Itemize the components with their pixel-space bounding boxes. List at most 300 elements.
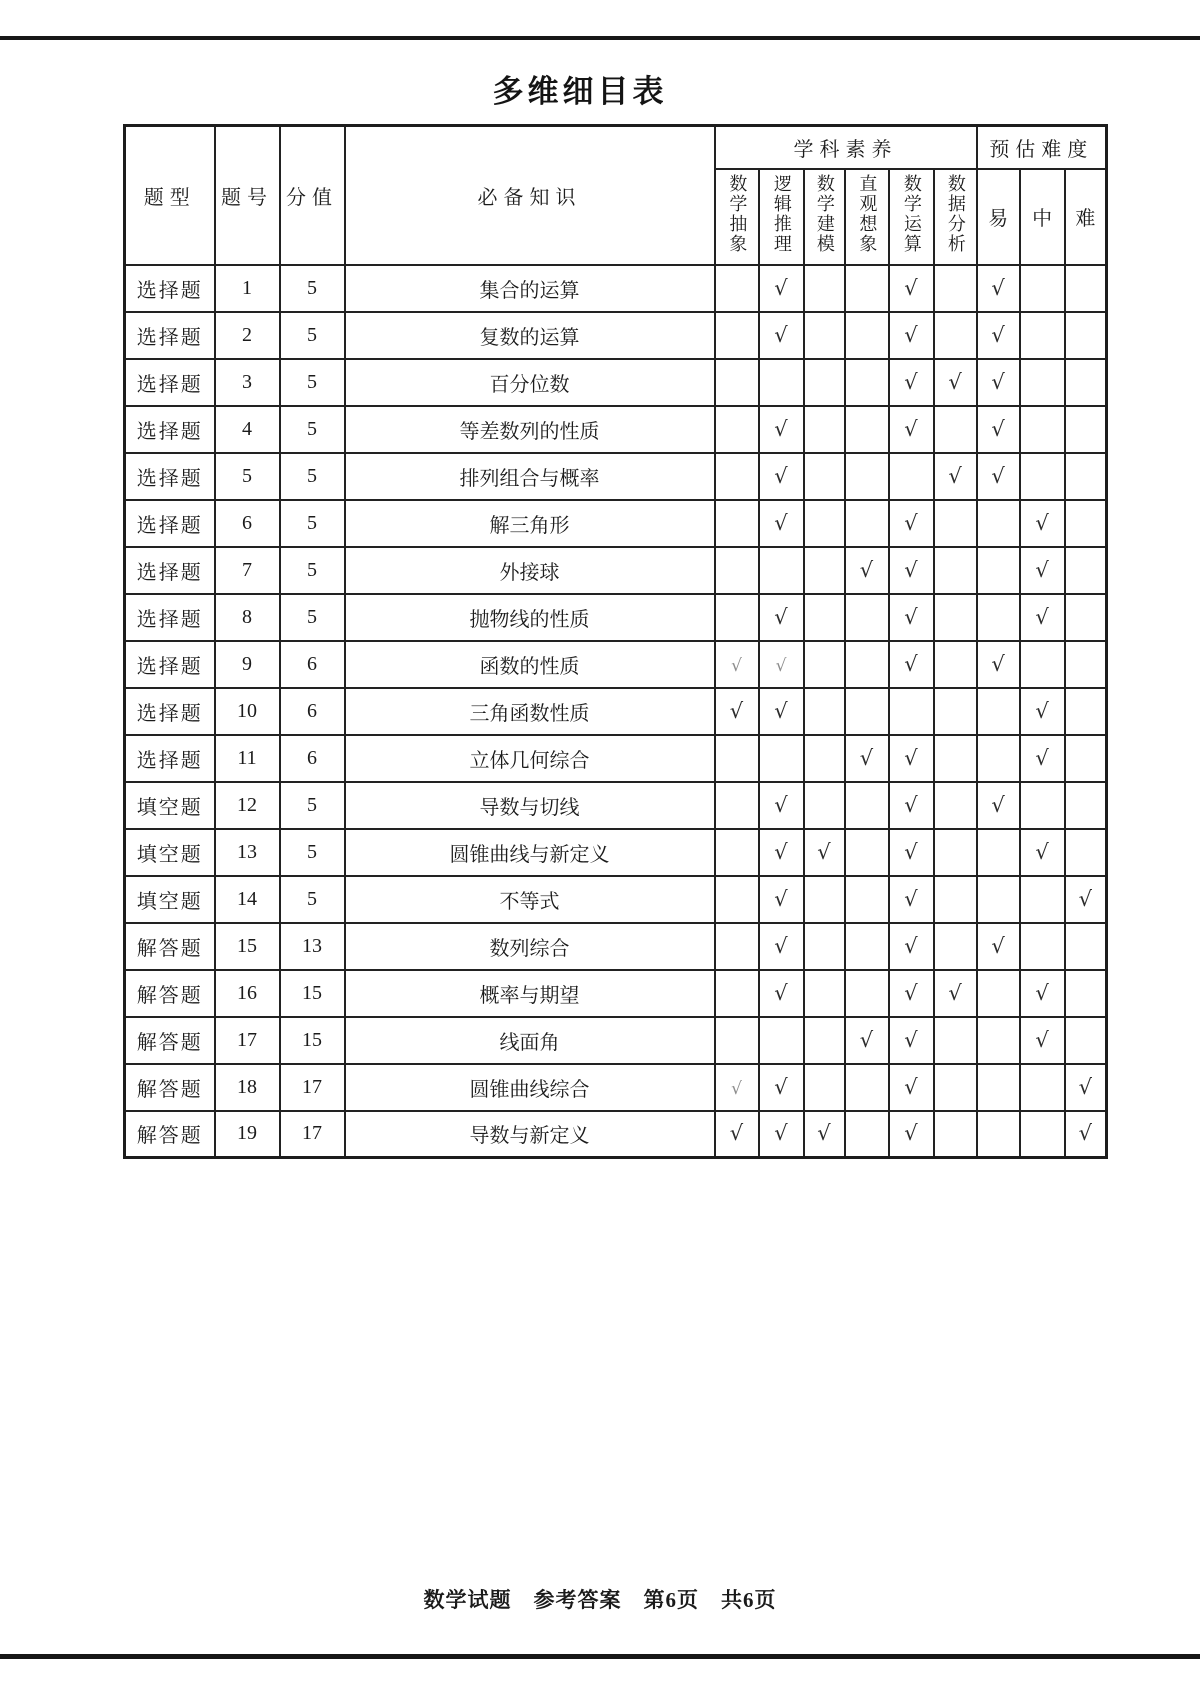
check-mark: √ bbox=[1035, 1027, 1049, 1052]
cell-mark bbox=[889, 970, 934, 1017]
cell-mark bbox=[759, 594, 804, 641]
cell-mark bbox=[759, 688, 804, 735]
cell-mark bbox=[1065, 1064, 1107, 1111]
check-mark: √ bbox=[731, 655, 742, 676]
cell-knowledge: 等差数列的性质 bbox=[345, 406, 715, 453]
cell-knowledge: 不等式 bbox=[345, 876, 715, 923]
cell-knowledge: 函数的性质 bbox=[345, 641, 715, 688]
check-mark: √ bbox=[904, 886, 918, 911]
cell-mark bbox=[715, 500, 759, 547]
footer-text: 数学试题 参考答案 第6页 共6页 bbox=[423, 1588, 777, 1612]
cell-knowledge: 外接球 bbox=[345, 547, 715, 594]
table-row bbox=[125, 453, 1107, 500]
cell-mark bbox=[1020, 453, 1065, 500]
cell-mark bbox=[977, 453, 1020, 500]
cell-question-type: 解答题 bbox=[125, 1017, 215, 1064]
cell-mark bbox=[759, 265, 804, 312]
check-mark: √ bbox=[904, 322, 918, 347]
cell-score: 15 bbox=[280, 1017, 345, 1064]
table-row bbox=[125, 641, 1107, 688]
cell-score: 15 bbox=[280, 970, 345, 1017]
page-title: 多维细目表 bbox=[492, 74, 668, 109]
cell-question-type: 选择题 bbox=[125, 735, 215, 782]
cell-mark bbox=[845, 782, 889, 829]
cell-mark bbox=[977, 970, 1020, 1017]
cell-score: 5 bbox=[280, 594, 345, 641]
check-mark: √ bbox=[948, 463, 962, 488]
cell-mark bbox=[1020, 265, 1065, 312]
cell-mark bbox=[977, 594, 1020, 641]
check-mark: √ bbox=[774, 275, 788, 300]
cell-mark bbox=[889, 782, 934, 829]
cell-question-number: 10 bbox=[215, 688, 280, 735]
cell-mark bbox=[889, 876, 934, 923]
cell-mark bbox=[715, 641, 759, 688]
cell-question-number: 6 bbox=[215, 500, 280, 547]
cell-question-number: 3 bbox=[215, 359, 280, 406]
cell-mark bbox=[1065, 1017, 1107, 1064]
vertical-label: 数学抽象 bbox=[727, 173, 748, 254]
cell-mark bbox=[845, 359, 889, 406]
check-mark: √ bbox=[774, 792, 788, 817]
col-header-difficulty-hard: 难 bbox=[1065, 169, 1107, 265]
cell-mark bbox=[1020, 970, 1065, 1017]
cell-mark bbox=[759, 970, 804, 1017]
cell-mark bbox=[1020, 876, 1065, 923]
cell-question-type: 填空题 bbox=[125, 876, 215, 923]
bottom-rule bbox=[0, 1654, 1200, 1659]
cell-mark bbox=[1020, 782, 1065, 829]
table-row bbox=[125, 876, 1107, 923]
cell-score: 6 bbox=[280, 735, 345, 782]
cell-mark bbox=[759, 735, 804, 782]
check-mark: √ bbox=[904, 1074, 918, 1099]
cell-knowledge: 三角函数性质 bbox=[345, 688, 715, 735]
table-row bbox=[125, 1017, 1107, 1064]
cell-question-number: 4 bbox=[215, 406, 280, 453]
cell-mark bbox=[1065, 453, 1107, 500]
check-mark: √ bbox=[774, 604, 788, 629]
cell-question-type: 选择题 bbox=[125, 453, 215, 500]
cell-mark bbox=[759, 1064, 804, 1111]
cell-mark bbox=[804, 876, 845, 923]
col-header-question-type: 题型 bbox=[125, 126, 215, 265]
check-mark: √ bbox=[991, 416, 1005, 441]
cell-score: 5 bbox=[280, 359, 345, 406]
cell-question-number: 8 bbox=[215, 594, 280, 641]
table-row bbox=[125, 500, 1107, 547]
cell-question-number: 2 bbox=[215, 312, 280, 359]
cell-mark bbox=[804, 735, 845, 782]
cell-mark bbox=[715, 782, 759, 829]
check-mark: √ bbox=[1035, 510, 1049, 535]
check-mark: √ bbox=[1035, 557, 1049, 582]
table-body bbox=[125, 265, 1107, 1158]
col-header-competency-modeling bbox=[804, 169, 845, 265]
cell-mark bbox=[1020, 500, 1065, 547]
cell-question-type: 选择题 bbox=[125, 359, 215, 406]
cell-mark bbox=[715, 359, 759, 406]
check-mark: √ bbox=[775, 655, 787, 676]
cell-mark bbox=[977, 359, 1020, 406]
check-mark: √ bbox=[1078, 1074, 1092, 1099]
check-mark: √ bbox=[904, 745, 918, 770]
table-row bbox=[125, 359, 1107, 406]
table-row bbox=[125, 782, 1107, 829]
cell-mark bbox=[715, 406, 759, 453]
cell-mark bbox=[889, 829, 934, 876]
cell-mark bbox=[934, 970, 977, 1017]
cell-mark bbox=[715, 265, 759, 312]
cell-mark bbox=[804, 359, 845, 406]
cell-mark bbox=[889, 923, 934, 970]
cell-mark bbox=[845, 453, 889, 500]
table-row bbox=[125, 1064, 1107, 1111]
cell-question-number: 17 bbox=[215, 1017, 280, 1064]
cell-question-number: 1 bbox=[215, 265, 280, 312]
cell-mark bbox=[934, 735, 977, 782]
cell-mark bbox=[1065, 359, 1107, 406]
check-mark: √ bbox=[774, 510, 788, 535]
check-mark: √ bbox=[1035, 745, 1049, 770]
cell-mark bbox=[845, 1064, 889, 1111]
cell-mark bbox=[934, 547, 977, 594]
cell-mark bbox=[977, 735, 1020, 782]
cell-mark bbox=[1065, 735, 1107, 782]
table-row bbox=[125, 970, 1107, 1017]
cell-mark bbox=[845, 594, 889, 641]
cell-mark bbox=[1065, 923, 1107, 970]
check-mark: √ bbox=[904, 980, 918, 1005]
cell-question-number: 12 bbox=[215, 782, 280, 829]
vertical-label: 数据分析 bbox=[945, 173, 966, 254]
cell-mark bbox=[1020, 735, 1065, 782]
check-mark: √ bbox=[904, 416, 918, 441]
cell-mark bbox=[759, 547, 804, 594]
cell-score: 5 bbox=[280, 312, 345, 359]
cell-mark bbox=[1065, 406, 1107, 453]
cell-mark bbox=[845, 688, 889, 735]
cell-mark bbox=[804, 500, 845, 547]
cell-score: 5 bbox=[280, 265, 345, 312]
check-mark: √ bbox=[774, 463, 788, 488]
cell-mark bbox=[804, 406, 845, 453]
check-mark: √ bbox=[904, 1027, 918, 1052]
cell-mark bbox=[1065, 265, 1107, 312]
vertical-label: 数学建模 bbox=[814, 173, 835, 254]
cell-mark bbox=[759, 359, 804, 406]
cell-mark bbox=[845, 1111, 889, 1158]
check-mark: √ bbox=[991, 322, 1005, 347]
check-mark: √ bbox=[904, 792, 918, 817]
col-header-difficulty-medium: 中 bbox=[1020, 169, 1065, 265]
cell-question-type: 选择题 bbox=[125, 265, 215, 312]
cell-knowledge: 集合的运算 bbox=[345, 265, 715, 312]
table-row bbox=[125, 688, 1107, 735]
cell-mark bbox=[934, 594, 977, 641]
cell-mark bbox=[845, 547, 889, 594]
cell-mark bbox=[1065, 782, 1107, 829]
col-header-score: 分值 bbox=[280, 126, 345, 265]
cell-mark bbox=[759, 876, 804, 923]
cell-mark bbox=[1020, 688, 1065, 735]
cell-mark bbox=[1020, 1017, 1065, 1064]
cell-mark bbox=[845, 406, 889, 453]
check-mark: √ bbox=[859, 745, 874, 770]
cell-mark bbox=[1020, 359, 1065, 406]
cell-mark bbox=[977, 782, 1020, 829]
cell-mark bbox=[889, 547, 934, 594]
check-mark: √ bbox=[991, 651, 1005, 676]
cell-mark bbox=[759, 1111, 804, 1158]
cell-knowledge: 排列组合与概率 bbox=[345, 453, 715, 500]
cell-question-type: 选择题 bbox=[125, 406, 215, 453]
cell-mark bbox=[889, 1111, 934, 1158]
cell-question-type: 填空题 bbox=[125, 829, 215, 876]
cell-mark bbox=[889, 735, 934, 782]
check-mark: √ bbox=[774, 886, 788, 911]
check-mark: √ bbox=[774, 1074, 788, 1099]
vertical-label: 数学运算 bbox=[901, 173, 922, 254]
cell-mark bbox=[977, 923, 1020, 970]
cell-mark bbox=[934, 782, 977, 829]
cell-knowledge: 复数的运算 bbox=[345, 312, 715, 359]
cell-knowledge: 立体几何综合 bbox=[345, 735, 715, 782]
cell-mark bbox=[934, 312, 977, 359]
check-mark: √ bbox=[817, 1121, 831, 1146]
check-mark: √ bbox=[904, 557, 918, 582]
cell-mark bbox=[1020, 1064, 1065, 1111]
cell-score: 17 bbox=[280, 1111, 345, 1158]
cell-mark bbox=[804, 641, 845, 688]
check-mark: √ bbox=[904, 933, 918, 958]
cell-mark bbox=[1065, 970, 1107, 1017]
cell-mark bbox=[889, 688, 934, 735]
cell-mark bbox=[715, 453, 759, 500]
cell-mark bbox=[1065, 688, 1107, 735]
table-row bbox=[125, 594, 1107, 641]
cell-mark bbox=[804, 1111, 845, 1158]
check-mark: √ bbox=[948, 980, 962, 1005]
check-mark: √ bbox=[774, 416, 788, 441]
cell-mark bbox=[1020, 547, 1065, 594]
cell-mark bbox=[1020, 594, 1065, 641]
col-group-competency: 学科素养 bbox=[715, 126, 977, 169]
cell-question-type: 选择题 bbox=[125, 500, 215, 547]
col-header-question-number: 题号 bbox=[215, 126, 280, 265]
cell-question-number: 11 bbox=[215, 735, 280, 782]
cell-mark bbox=[804, 547, 845, 594]
cell-mark bbox=[715, 1111, 759, 1158]
cell-knowledge: 抛物线的性质 bbox=[345, 594, 715, 641]
cell-mark bbox=[934, 1017, 977, 1064]
cell-mark bbox=[715, 923, 759, 970]
cell-mark bbox=[715, 735, 759, 782]
cell-question-type: 填空题 bbox=[125, 782, 215, 829]
cell-mark bbox=[934, 641, 977, 688]
check-mark: √ bbox=[904, 275, 918, 300]
cell-question-type: 选择题 bbox=[125, 594, 215, 641]
cell-mark bbox=[934, 1111, 977, 1158]
cell-mark bbox=[845, 641, 889, 688]
check-mark: √ bbox=[904, 1121, 918, 1146]
cell-question-type: 选择题 bbox=[125, 312, 215, 359]
cell-question-number: 5 bbox=[215, 453, 280, 500]
cell-knowledge: 导数与新定义 bbox=[345, 1111, 715, 1158]
cell-knowledge: 线面角 bbox=[345, 1017, 715, 1064]
cell-knowledge: 概率与期望 bbox=[345, 970, 715, 1017]
cell-mark bbox=[759, 923, 804, 970]
col-header-competency-data-analysis bbox=[934, 169, 977, 265]
specification-table-wrap bbox=[123, 124, 1108, 1159]
cell-mark bbox=[977, 641, 1020, 688]
cell-mark bbox=[759, 500, 804, 547]
check-mark: √ bbox=[991, 933, 1005, 958]
check-mark: √ bbox=[1035, 980, 1049, 1005]
cell-mark bbox=[934, 453, 977, 500]
cell-mark bbox=[934, 406, 977, 453]
cell-mark bbox=[715, 547, 759, 594]
table-row bbox=[125, 735, 1107, 782]
col-header-knowledge: 必备知识 bbox=[345, 126, 715, 265]
cell-question-type: 解答题 bbox=[125, 1064, 215, 1111]
cell-mark bbox=[1065, 312, 1107, 359]
cell-mark bbox=[1065, 876, 1107, 923]
cell-score: 5 bbox=[280, 782, 345, 829]
cell-mark bbox=[977, 1064, 1020, 1111]
vertical-label: 逻辑推理 bbox=[771, 173, 792, 254]
cell-mark bbox=[804, 923, 845, 970]
cell-mark bbox=[977, 406, 1020, 453]
cell-mark bbox=[804, 970, 845, 1017]
table-row bbox=[125, 265, 1107, 312]
cell-mark bbox=[1020, 829, 1065, 876]
cell-question-number: 14 bbox=[215, 876, 280, 923]
check-mark: √ bbox=[1035, 698, 1049, 723]
cell-mark bbox=[889, 265, 934, 312]
check-mark: √ bbox=[774, 322, 788, 347]
cell-score: 5 bbox=[280, 547, 345, 594]
cell-mark bbox=[804, 312, 845, 359]
cell-knowledge: 导数与切线 bbox=[345, 782, 715, 829]
check-mark: √ bbox=[774, 839, 788, 864]
specification-table bbox=[123, 124, 1108, 1159]
cell-question-type: 解答题 bbox=[125, 1111, 215, 1158]
cell-mark bbox=[804, 1017, 845, 1064]
cell-mark bbox=[845, 265, 889, 312]
check-mark: √ bbox=[904, 369, 918, 394]
check-mark: √ bbox=[774, 980, 788, 1005]
check-mark: √ bbox=[817, 839, 831, 864]
cell-mark bbox=[804, 453, 845, 500]
cell-score: 5 bbox=[280, 406, 345, 453]
cell-mark bbox=[804, 265, 845, 312]
vertical-label: 直观想象 bbox=[857, 173, 878, 254]
cell-mark bbox=[845, 829, 889, 876]
check-mark: √ bbox=[859, 1027, 874, 1052]
cell-mark bbox=[759, 782, 804, 829]
cell-mark bbox=[759, 453, 804, 500]
cell-mark bbox=[1065, 1111, 1107, 1158]
check-mark: √ bbox=[991, 275, 1005, 300]
cell-mark bbox=[977, 312, 1020, 359]
check-mark: √ bbox=[1035, 604, 1049, 629]
table-row bbox=[125, 547, 1107, 594]
cell-mark bbox=[759, 1017, 804, 1064]
check-mark: √ bbox=[904, 839, 918, 864]
cell-mark bbox=[759, 829, 804, 876]
check-mark: √ bbox=[774, 1121, 788, 1146]
cell-mark bbox=[889, 500, 934, 547]
cell-mark bbox=[1065, 500, 1107, 547]
cell-mark bbox=[1020, 312, 1065, 359]
cell-mark bbox=[759, 406, 804, 453]
cell-mark bbox=[1065, 641, 1107, 688]
cell-score: 5 bbox=[280, 829, 345, 876]
cell-knowledge: 百分位数 bbox=[345, 359, 715, 406]
cell-mark bbox=[889, 1064, 934, 1111]
cell-mark bbox=[804, 1064, 845, 1111]
cell-mark bbox=[977, 688, 1020, 735]
cell-mark bbox=[1065, 829, 1107, 876]
cell-question-number: 9 bbox=[215, 641, 280, 688]
table-row bbox=[125, 923, 1107, 970]
cell-mark bbox=[977, 1111, 1020, 1158]
cell-mark bbox=[845, 923, 889, 970]
col-header-competency-reasoning bbox=[759, 169, 804, 265]
cell-mark bbox=[977, 876, 1020, 923]
cell-knowledge: 解三角形 bbox=[345, 500, 715, 547]
cell-mark bbox=[804, 829, 845, 876]
cell-mark bbox=[934, 688, 977, 735]
cell-mark bbox=[977, 547, 1020, 594]
check-mark: √ bbox=[948, 369, 962, 394]
cell-mark bbox=[889, 594, 934, 641]
cell-question-number: 13 bbox=[215, 829, 280, 876]
cell-mark bbox=[1065, 594, 1107, 641]
cell-mark bbox=[934, 829, 977, 876]
cell-question-type: 解答题 bbox=[125, 970, 215, 1017]
col-header-difficulty-easy: 易 bbox=[977, 169, 1020, 265]
cell-mark bbox=[715, 1064, 759, 1111]
cell-mark bbox=[977, 500, 1020, 547]
cell-mark bbox=[715, 829, 759, 876]
cell-mark bbox=[845, 970, 889, 1017]
cell-knowledge: 圆锥曲线综合 bbox=[345, 1064, 715, 1111]
col-header-competency-computation bbox=[889, 169, 934, 265]
cell-question-number: 16 bbox=[215, 970, 280, 1017]
cell-question-number: 15 bbox=[215, 923, 280, 970]
cell-score: 5 bbox=[280, 876, 345, 923]
check-mark: √ bbox=[1078, 886, 1092, 911]
cell-mark bbox=[715, 594, 759, 641]
cell-question-number: 7 bbox=[215, 547, 280, 594]
cell-mark bbox=[889, 641, 934, 688]
check-mark: √ bbox=[729, 1121, 744, 1146]
cell-mark bbox=[889, 1017, 934, 1064]
cell-mark bbox=[934, 500, 977, 547]
cell-score: 5 bbox=[280, 500, 345, 547]
check-mark: √ bbox=[904, 604, 918, 629]
table-row bbox=[125, 1111, 1107, 1158]
table-row bbox=[125, 312, 1107, 359]
check-mark: √ bbox=[904, 651, 918, 676]
check-mark: √ bbox=[731, 1078, 742, 1099]
cell-mark bbox=[889, 406, 934, 453]
cell-mark bbox=[934, 265, 977, 312]
col-header-competency-abstraction bbox=[715, 169, 759, 265]
cell-mark bbox=[715, 876, 759, 923]
